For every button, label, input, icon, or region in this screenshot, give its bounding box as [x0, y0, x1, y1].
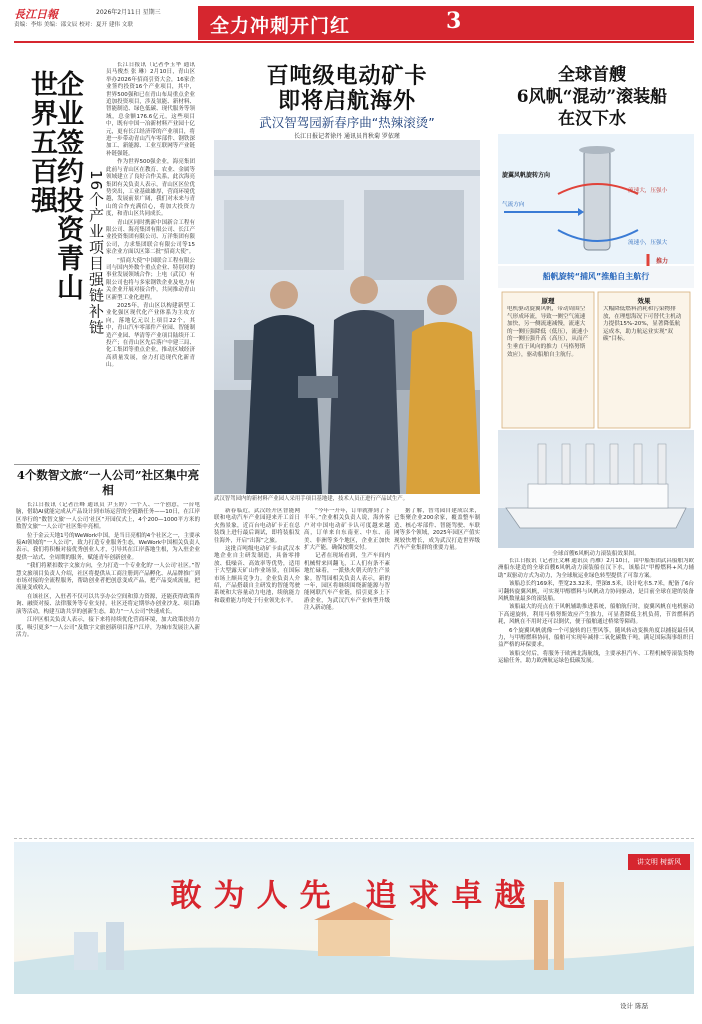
headline-center-line1: 百吨级电动矿卡: [266, 63, 428, 89]
headline-left-line2: 企业签约投资青山: [52, 70, 83, 302]
headline-center-line2: 即将启航海外: [277, 88, 416, 114]
divider: [14, 838, 694, 840]
article-body-left: [106, 62, 195, 460]
article-body-center-col3: [394, 508, 480, 828]
headline-community: 4个数智文旅“一人公司”社区集中亮相: [16, 468, 200, 497]
banner-slogan: 敢为人先 追求卓越: [170, 878, 538, 914]
paragraph: 这批百吨级电动矿卡由武汉本地企业自主研发制造，具备零排放、低噪音、高效率等优势，适用于大型露天矿山作业场景，在国际市场上颇具竞争力。企业负责人介绍，产品搭载自主研发的智能驾驶系统和大容量动力电池，续航能力和载重能力均处于行业领先水平。: [214, 546, 300, 604]
newspaper-logo: 長江日報: [14, 8, 58, 21]
label-fast-flow: 流速大，压强小: [628, 188, 668, 194]
section-title: 全力冲刺开门红: [210, 15, 351, 37]
ship-photo: [498, 430, 694, 548]
design-credit: 设计 陈磊: [620, 1002, 649, 1010]
sail-diagram: [498, 134, 694, 430]
paragraph: 该船交付后，将服务于欧洲北海航线，主要承担汽车、工程机械等滚装货物运输任务，助力欧洲航运绿色低碳发展。: [498, 650, 694, 665]
paragraph: 该船总长约169米，型宽23.32米，型深8.5米，设计吃水5.7米，配备了6台可翻转旋翼风帆，可实现甲醇燃料与风帆动力协同驱动，是目前全球在建的装备风帆数量最多的滚装船。: [498, 581, 694, 603]
photo-caption-center: 武汉智驾园内的新材料产业园人采用手项目基地建，技术人员正进行产品试生产。: [214, 496, 409, 502]
paragraph: 新春临近，武汉经开区智能网联和电动汽车产业园迎来开工首日火热景象，近百台电动矿卡正在总装线上进行最后调试，即将装船发往海外，开启“出海”之旅。: [214, 508, 300, 544]
principle-text: 电机驱动旋翼风帆，带动周围空气形成环流，导致一侧空气流速加快，另一侧流速减慢，流速大的一侧压强降低（低压），流速小的一侧压强升高（高压），从而产生垂直于风向的推力（马格努斯效应），驱动船舶自主航行。: [507, 306, 589, 358]
headline-center: [214, 64, 480, 114]
principle-title: 原理: [541, 297, 555, 305]
article-body-community: [16, 502, 200, 832]
article-body-center-col2: [304, 508, 390, 828]
headline-right-line2: 6风帆“混动”滚装船: [516, 87, 668, 107]
paragraph: 长江日报讯（记者汪峰 通讯员 尹玉婷）一个人、一个创意，一台电脑，借助AI就能完成从产品设计到市场运营的全链路任务——10日，在江岸区举行的“数智文旅‘一人公司’社区”开园仪式上，4个200—1000平方米的数智文旅“一人公司”社区集中亮相。: [16, 502, 200, 531]
paragraph: “招商大使”中国联合工程有限公司与国内外数个重点企业、特别对的事业发展领域合作；上电（武汉）有限公司也将与多家钢铁企业及电力有关企业开展对接合作，共同推动青山区新型工业化进程。: [106, 257, 195, 301]
diagram-caption: 船帆旋转“捕风”推船自主航行: [542, 272, 650, 281]
headline-right: [500, 64, 684, 130]
byline: 长江日报记者徐丹 通讯员肖秋菊 罗依瑾: [294, 133, 400, 140]
article-body-right: [498, 558, 694, 830]
headline-right-line1: 全球首艘: [558, 65, 626, 85]
ship-photo-caption: 全球首艘6风帆动力滚装船效果图。: [552, 551, 640, 557]
paragraph: 在该社区，入驻者不仅可以共享办公空间和算力资源，还能获得政策咨询、融资对接、法律服务等专业支持。社区还将定期举办创业沙龙、项目路演等活动，构建互助共享的创新生态，助力“一人公司”快速成长。: [16, 593, 200, 615]
issue-date: 2026年2月11日 星期三: [96, 9, 161, 16]
paragraph: 2025年，青山区以构建新型工业化强区现代化产业体系为主攻方向，落地亿元以上项目22个，其中，青山汽车零部件产业园、智能制造产业园、华清等产业项目陆续开工投产；在青山区先后落户中建三局、化工集团等重点企业，推动区域经济高质量发展，奋力打造现代化新青山。: [106, 303, 195, 369]
header-rule: [14, 41, 694, 43]
public-service-banner: [14, 842, 694, 994]
label-slow-flow: 流速小，压强大: [628, 240, 668, 246]
article-body-center-col1: [214, 508, 300, 828]
paragraph: 位于金云天地1号的WeWork中国，是当日亮相的4个社区之一，主要承接AI领域的“一人公司”，致力打造专业服务生态，WeWork中国相关负责人表示，我们将积极对接优秀创业人才，引导其在江岸落地生根，为入驻企业提供一站式、全周期的服务，赋能青年创新创业。: [16, 532, 200, 561]
paragraph: 长江日报讯（记者李玉华 通讯员马俊杰 张 琳）2月10日，青山区举办2026年招商引资大会，16家企业签约投资16个产业项目，其中，世界500强和已在青山布局重点企业追加投资项目，涉及氢能、新材料、智能制造、绿色低碳、现代服务等领域，总金额176.6亿元，这些项目中，既有中国一冶新材料产业园十亿元，更有长江经济带的产业项目，将进一步带动青山汽车零部件、钢铁深加工、新能源、工业互联网等产业链补链强链。: [106, 62, 195, 157]
divider: [14, 464, 200, 465]
paragraph: 青山区同时携新中国新合工程有限公司、海亮集团有限公司、长江产业投资集团有限公司、万洋集团有限公司，力求集团联合有限公司等15家企业方面以区第二批“招商大使”。: [106, 219, 195, 256]
paragraph: 记者在现场看到，生产车间内机械臂来回翻飞，工人们有条不紊地忙碌着，一派热火朝天的生产景象。智驾园相关负责人表示，新的一年，园区将继续围绕新能源与智能网联汽车产业链，招引更多上下游企业，为武汉汽车产业转型升级注入新动能。: [304, 553, 390, 612]
effect-title: 效果: [637, 297, 651, 305]
paragraph: 作为世界500强企业，海亮集团此前与青山区在教育、农业、金属等领域建立了良好合作关系，此次海亮集团有关负责人表示，青山区区位优势突出，工业基础雄厚，营商环境优越，发展前景广阔，我们对未来与青山的合作充满信心，将加大投资力度，和青山区共同成长。: [106, 159, 195, 218]
masthead: [14, 6, 198, 36]
staff-line: 责编：李炜 美编：邵文辰 校对：夏开 建伟 文联: [14, 22, 133, 28]
headline-right-line3: 在汉下水: [558, 109, 626, 129]
banner-skyline: [14, 842, 694, 994]
paragraph: “我们将紧扣数字文旅方向，全力打造一个专业化的‘一人公司’社区。”智慧文旅项目负责人介绍，社区将提供从工商注册到产品孵化、从品牌推广到市场对接的全流程服务，帮助创业者把创意变成产品，把产品变成流量，把流量变成收入。: [16, 563, 200, 592]
paragraph: “今年一开年，订单就排到了下半年。”企业相关负责人说，海外客户对中国电动矿卡认可度越来越高，订单来自东南亚、中东、南美、非洲等多个地区，企业正加快扩大产能，确保按期交付。: [304, 508, 390, 552]
paragraph: 据了解，智驾园自建成以来，已集聚企业200余家，覆盖整车制造、核心零部件、智能驾驶、车联网等多个领域，2025年园区产值实现较快增长，成为武汉打造世界级汽车产业集群的重要力量。: [394, 508, 480, 552]
paragraph: 该船最大的亮点在于风帆辅助推进系统，船舶航行时，旋翼风帆在电机驱动下高速旋转，利用马格努斯效应产生推力，可显著降低主机负荷，节省燃料消耗，风帆在不用时还可以倒伏，便于船舶通过桥梁等障碍。: [498, 604, 694, 626]
page-number: 3: [446, 8, 462, 34]
paragraph: 江岸区相关负责人表示，接下来将持续优化营商环境，加大政策扶持力度，吸引更多“一人公司”及数字文旅创新项目落户江岸，为城市发展注入新活力。: [16, 617, 200, 638]
label-thrust: 推力: [656, 258, 669, 265]
label-rotation: 旋翼风帆旋转方向: [502, 172, 551, 179]
headline-left-line1: 世界五百强: [26, 70, 57, 215]
news-photo-workers: [214, 140, 480, 494]
subheadline-center: 武汉智驾园新春序曲“热辣滚烫”: [259, 115, 435, 130]
photo-illustration: [214, 140, 480, 494]
effect-text: 大幅降低燃料消耗和污染物排放，在理想海况下可替代主机动力提供15%-20%，显著降低航运成本，助力航运业实现“双碳”目标。: [603, 306, 682, 343]
paragraph: 长江日报讯（记者汪文琳 通讯员 肖雁）2月10日，由中船集团武昌船舶为欧洲船东建造的全球首艘6风帆动力滚装船在汉下水，该船以“甲醇燃料+风力辅助”双驱动方式为动力，为全球航运业绿色转型提供了可靠方案。: [498, 558, 694, 579]
label-airflow: 气流方向: [502, 202, 525, 208]
paragraph: 6个旋翼风帆就像一个可旋转的巨型风筝，随风转动变换角度以捕捉最佳风力，与甲醇燃料协同，船舶可实现年减排二氧化碳数千吨，满足国际海事组织日益严格的环保要求。: [498, 627, 694, 649]
subheadline-left: 16个产业项目强链补链: [87, 170, 105, 336]
ship-illustration: [498, 430, 694, 548]
banner-tag: 讲文明 树新风: [628, 854, 690, 870]
